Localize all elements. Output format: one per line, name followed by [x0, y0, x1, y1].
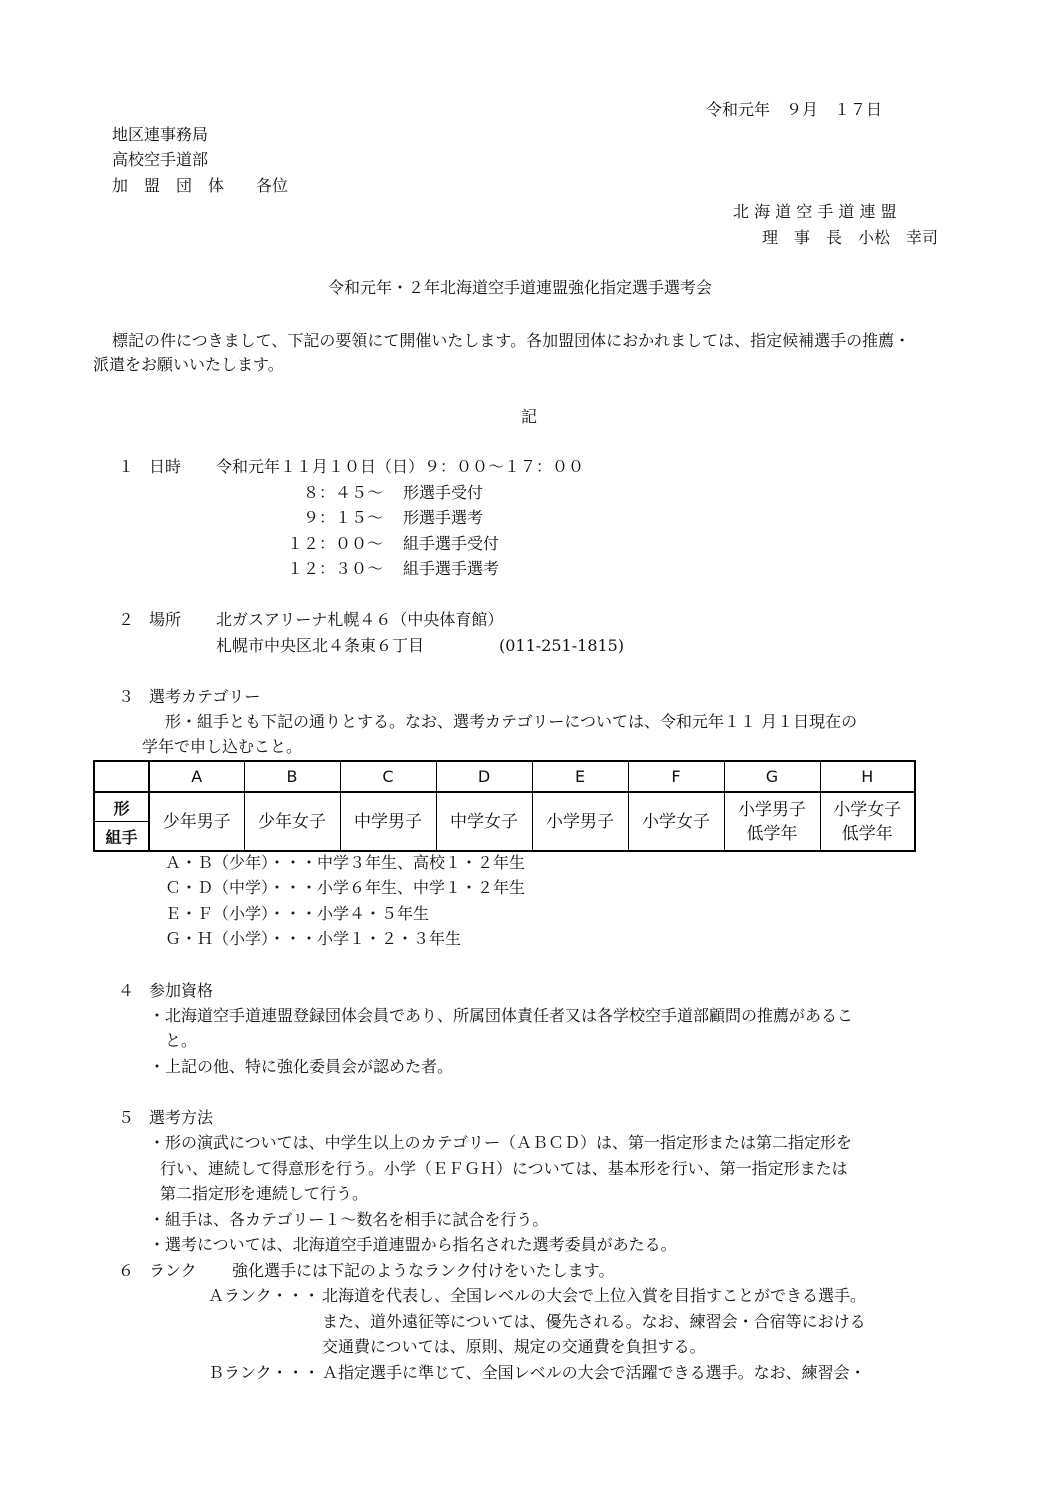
- schedule-event-1: 形選手受付: [403, 483, 484, 502]
- schedule-time-4: １２：３０～: [287, 559, 384, 578]
- venue-phone: (011-251-1815): [499, 636, 625, 655]
- category-cell-h: [820, 792, 915, 851]
- category-header-c: C: [340, 761, 436, 792]
- category-header-f: F: [628, 761, 724, 792]
- recipient-line-2: 高校空手道部: [112, 150, 209, 169]
- category-header-g: G: [724, 761, 820, 792]
- section-2-label: 場所: [149, 610, 182, 629]
- category-header-h: H: [820, 761, 915, 792]
- section-4-number: ４: [118, 981, 135, 1000]
- section-5-number: ５: [118, 1108, 135, 1127]
- category-note-1: Ａ・Ｂ（少年）・・・中学３年生、高校１・２年生: [165, 853, 526, 872]
- section-4-bullet-2: ・上記の他、特に強化委員会が認めた者。: [149, 1057, 454, 1076]
- category-cell-g-line-2: 低学年: [746, 823, 798, 844]
- row-label-kumite: 組手: [94, 822, 149, 852]
- section-1-number: １: [118, 457, 135, 476]
- section-6-number: ６: [118, 1261, 135, 1280]
- rank-a-line-1: 北海道を代表し、全国レベルの大会で上位入賞を目指すことができる選手。: [322, 1286, 867, 1305]
- schedule-event-3: 組手選手受付: [403, 534, 500, 553]
- category-cell-a: 少年男子: [149, 792, 244, 851]
- section-3-desc-1: 形・組手とも下記の通りとする。なお、選考カテゴリーについては、令和元年１１ 月１日現在の: [165, 712, 858, 731]
- section-5-bullet-3: ・選考については、北海道空手道連盟から指名された選考委員があたる。: [149, 1235, 677, 1254]
- section-5-bullet-2: ・組手は、各カテゴリー１～数名を相手に試合を行う。: [149, 1210, 549, 1229]
- category-cell-h-line-2: 低学年: [841, 823, 893, 844]
- category-header-d: D: [436, 761, 532, 792]
- row-label-kata: 形: [94, 792, 149, 822]
- ki-heading: 記: [521, 407, 538, 426]
- intro-line-2: 派遣をお願いいたします。: [93, 355, 284, 374]
- category-header-e: E: [532, 761, 628, 792]
- sender-name: 理 事 長 小松 幸司: [762, 228, 939, 247]
- section-1-label: 日時: [149, 457, 182, 476]
- section-1-datetime: 令和元年１１月１０日（日）９：００～１７：００: [216, 457, 585, 476]
- recipient-line-3: 加 盟 団 体 各位: [112, 176, 289, 195]
- category-cell-h-line-1: 小学女子: [833, 799, 902, 820]
- schedule-time-2: ９：１５～: [303, 508, 384, 527]
- category-header-blank: [94, 761, 149, 792]
- section-2-number: ２: [118, 610, 135, 629]
- category-row: [94, 792, 915, 822]
- section-3-desc-2: 学年で申し込むこと。: [142, 737, 303, 756]
- section-4-bullet-1-line-1: ・北海道空手道連盟登録団体会員であり、所属団体責任者又は各学校空手道部顧問の推薦があるこ: [149, 1006, 854, 1025]
- category-cell-f: 小学女子: [628, 792, 724, 851]
- category-note-4: Ｇ・Ｈ（小学）・・・小学１・２・３年生: [165, 929, 462, 948]
- category-cell-e: 小学男子: [532, 792, 628, 851]
- category-note-3: Ｅ・Ｆ（小学）・・・小学４・５年生: [165, 904, 430, 923]
- section-4-bullet-1-line-2: と。: [165, 1031, 198, 1050]
- category-cell-g: [724, 792, 820, 851]
- venue-address: 札幌市中央区北４条東６丁目: [216, 636, 425, 655]
- rank-a-line-2: また、道外遠征等については、優先される。なお、練習会・合宿等における: [322, 1312, 866, 1331]
- rank-b-line-1: Ａ指定選手に準じて、全国レベルの大会で活躍できる選手。なお、練習会・: [322, 1363, 866, 1382]
- category-cell-d: 中学女子: [436, 792, 532, 851]
- category-header-b: B: [244, 761, 340, 792]
- section-4-label: 参加資格: [149, 981, 214, 1000]
- section-5-bullet-1-line-1: ・形の演武については、中学生以上のカテゴリー（ＡＢＣＤ）は、第一指定形または第二指定形を: [149, 1133, 853, 1152]
- category-table: [93, 760, 916, 852]
- category-cell-b: 少年女子: [244, 792, 340, 851]
- rank-b-prefix: Ｂランク・・・: [208, 1363, 320, 1382]
- rank-a-prefix: Ａランク・・・: [208, 1286, 320, 1305]
- intro-line-1: 標記の件につきまして、下記の要領にて開催いたします。各加盟団体におかれましては、指定候補選手の推薦・: [112, 331, 911, 350]
- section-6-intro: 強化選手には下記のようなランク付けをいたします。: [232, 1261, 615, 1280]
- category-header-a: A: [149, 761, 244, 792]
- section-5-bullet-1-line-2: 行い、連続して得意形を行う。小学（ＥＦＧＨ）については、基本形を行い、第一指定形または: [160, 1159, 848, 1178]
- schedule-time-1: ８：４５～: [303, 483, 384, 502]
- category-cell-c: 中学男子: [340, 792, 436, 851]
- section-5-bullet-1-line-3: 第二指定形を連続して行う。: [160, 1184, 369, 1203]
- sender-organization: 北 海 道 空 手 道 連 盟: [733, 202, 897, 221]
- category-cell-g-line-1: 小学男子: [738, 799, 806, 820]
- category-header-row: [94, 761, 915, 792]
- section-5-label: 選考方法: [149, 1108, 214, 1127]
- schedule-time-3: １２：００～: [287, 534, 384, 553]
- venue-name: 北ガスアリーナ札幌４６（中央体育館）: [216, 610, 504, 629]
- section-3-number: ３: [118, 687, 135, 706]
- section-6-label: ランク: [149, 1261, 197, 1280]
- schedule-event-2: 形選手選考: [403, 508, 484, 527]
- section-3-label: 選考カテゴリー: [149, 687, 261, 706]
- document-title: 令和元年・２年北海道空手道連盟強化指定選手選考会: [328, 278, 713, 297]
- category-note-2: Ｃ・Ｄ（中学）・・・小学６年生、中学１・２年生: [165, 878, 526, 897]
- rank-a-line-3: 交通費については、原則、規定の交通費を負担する。: [322, 1337, 706, 1356]
- document-date: 令和元年 ９月 １７日: [706, 100, 883, 119]
- schedule-event-4: 組手選手選考: [403, 559, 500, 578]
- recipient-line-1: 地区連事務局: [112, 125, 209, 144]
